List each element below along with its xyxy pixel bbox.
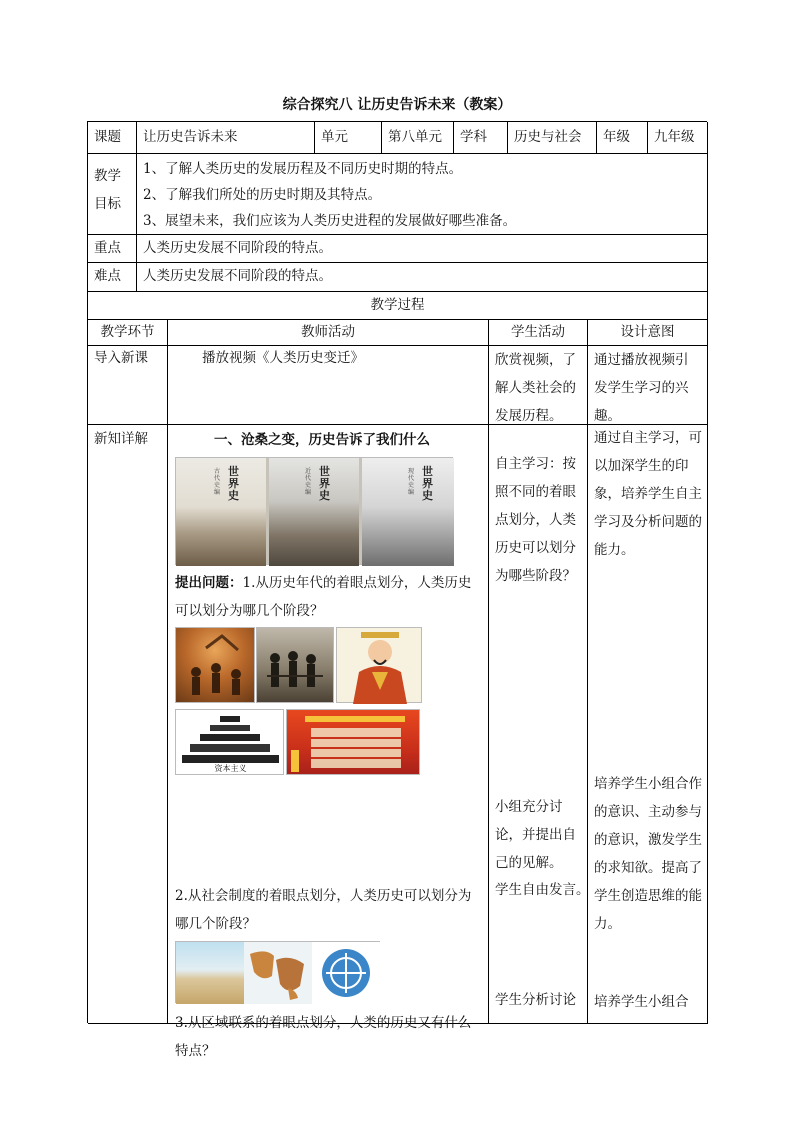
col-header-teacher: 教师活动 bbox=[168, 320, 489, 346]
grade-label: 年级 bbox=[597, 122, 648, 154]
goals-content bbox=[137, 154, 708, 235]
difficulty-value: 人类历史发展不同阶段的特点。 bbox=[137, 263, 708, 292]
new-lesson-intent bbox=[588, 425, 708, 1024]
book-contemporary-subtitle: 现代史编 bbox=[408, 468, 415, 496]
topic-value: 让历史告诉未来 bbox=[137, 122, 315, 154]
student-activity-2: 小组充分讨论，并提出自己的见解。 bbox=[495, 799, 576, 871]
intro-intent: 通过播放视频引发学生学习的兴趣。 bbox=[588, 346, 708, 425]
intro-teacher: 播放视频《人类历史变迁》 bbox=[168, 346, 489, 425]
map-illustration bbox=[244, 942, 312, 1004]
regional-contact-image bbox=[175, 941, 380, 1003]
goals-label-line2: 目标 bbox=[94, 196, 121, 212]
process-table bbox=[87, 291, 707, 1059]
process-title: 教学过程 bbox=[88, 292, 708, 320]
col-header-student: 学生活动 bbox=[489, 320, 588, 346]
intro-phase: 导入新课 bbox=[88, 346, 168, 425]
book-modern-subtitle: 近代史编 bbox=[305, 468, 312, 496]
subject-value: 历史与社会 bbox=[508, 122, 597, 154]
capitalism-pyramid-image bbox=[175, 709, 284, 775]
un-logo-illustration bbox=[312, 942, 381, 1004]
book-contemporary-title: 世界史 bbox=[422, 465, 433, 502]
intent-1: 通过自主学习，可以加深学生的印象，培养学生自主学习及分析问题的能力。 bbox=[594, 430, 702, 558]
socialism-poster-image bbox=[286, 709, 420, 775]
question-label: 提出问题： bbox=[175, 575, 243, 591]
subject-label: 学科 bbox=[454, 122, 508, 154]
student-activity-1: 自主学习：按照不同的着眼点划分，人类历史可以划分为哪些阶段？ bbox=[495, 456, 576, 584]
emperor-image bbox=[336, 627, 422, 703]
world-history-books-image bbox=[175, 457, 453, 565]
book-ancient-subtitle: 古代史编 bbox=[214, 468, 221, 496]
poster-illustration bbox=[287, 710, 421, 776]
new-lesson-student bbox=[489, 425, 588, 1024]
unit-label: 单元 bbox=[315, 122, 382, 154]
book-ancient bbox=[176, 458, 266, 566]
topic-label: 课题 bbox=[88, 122, 137, 154]
goals-label bbox=[88, 154, 137, 235]
new-lesson-teacher bbox=[168, 425, 489, 1059]
desert-scene bbox=[176, 942, 244, 1004]
world-map-scene bbox=[244, 942, 312, 1004]
student-activity-3: 学生自由发言。 bbox=[495, 882, 590, 898]
key-point-value: 人类历史发展不同阶段的特点。 bbox=[137, 235, 708, 263]
goal-item: 3、展望未来，我们应该为人类历史进程的发展做好哪些准备。 bbox=[143, 213, 517, 229]
question-1 bbox=[175, 569, 480, 625]
goals-label-line1: 教学 bbox=[94, 168, 121, 184]
book-ancient-title: 世界史 bbox=[228, 465, 239, 502]
intent-3: 培养学生小组合 bbox=[594, 994, 689, 1010]
new-lesson-phase: 新知详解 bbox=[88, 425, 168, 1024]
question-2: 2.从社会制度的着眼点划分，人类历史可以划分为哪几个阶段？ bbox=[175, 888, 472, 932]
key-point-label: 重点 bbox=[88, 235, 137, 263]
primitive-figures-illustration bbox=[176, 628, 256, 704]
unit-value: 第八单元 bbox=[382, 122, 454, 154]
question-1-text: 1.从历史年代的着眼点划分，人类历史可以划分为哪几个阶段？ bbox=[175, 575, 472, 619]
grade-value: 九年级 bbox=[648, 122, 708, 154]
difficulty-label: 难点 bbox=[88, 263, 137, 292]
info-table bbox=[87, 121, 707, 291]
un-logo-scene bbox=[312, 942, 381, 1004]
book-modern-title: 世界史 bbox=[319, 465, 330, 502]
book-modern bbox=[269, 458, 359, 566]
document-title: 综合探究八 让历史告诉未来（教案） bbox=[282, 97, 512, 113]
student-activity-4: 学生分析讨论 bbox=[495, 992, 576, 1008]
book-contemporary bbox=[362, 458, 454, 566]
section-heading: 一、沧桑之变，历史告诉了我们什么 bbox=[214, 432, 430, 448]
primitive-society-image bbox=[175, 627, 255, 703]
goal-item: 2、了解我们所处的历史时期及其特点。 bbox=[143, 187, 382, 203]
question-3: 3.从区域联系的着眼点划分，人类的历史又有什么特点？ bbox=[175, 1015, 472, 1059]
goal-item: 1、了解人类历史的发展历程及不同历史时期的特点。 bbox=[143, 161, 463, 177]
slave-figures-illustration bbox=[257, 628, 335, 704]
intro-student: 欣赏视频，了解人类社会的发展历程。 bbox=[489, 346, 588, 425]
capitalism-caption: 资本主义 bbox=[214, 764, 247, 773]
emperor-illustration bbox=[337, 628, 423, 704]
col-header-phase: 教学环节 bbox=[88, 320, 168, 346]
slave-society-image bbox=[256, 627, 334, 703]
intent-2: 培养学生小组合作的意识、主动参与的意识，激发学生的求知欲。提高了学生创造思维的能力。 bbox=[594, 776, 702, 932]
col-header-intent: 设计意图 bbox=[588, 320, 708, 346]
